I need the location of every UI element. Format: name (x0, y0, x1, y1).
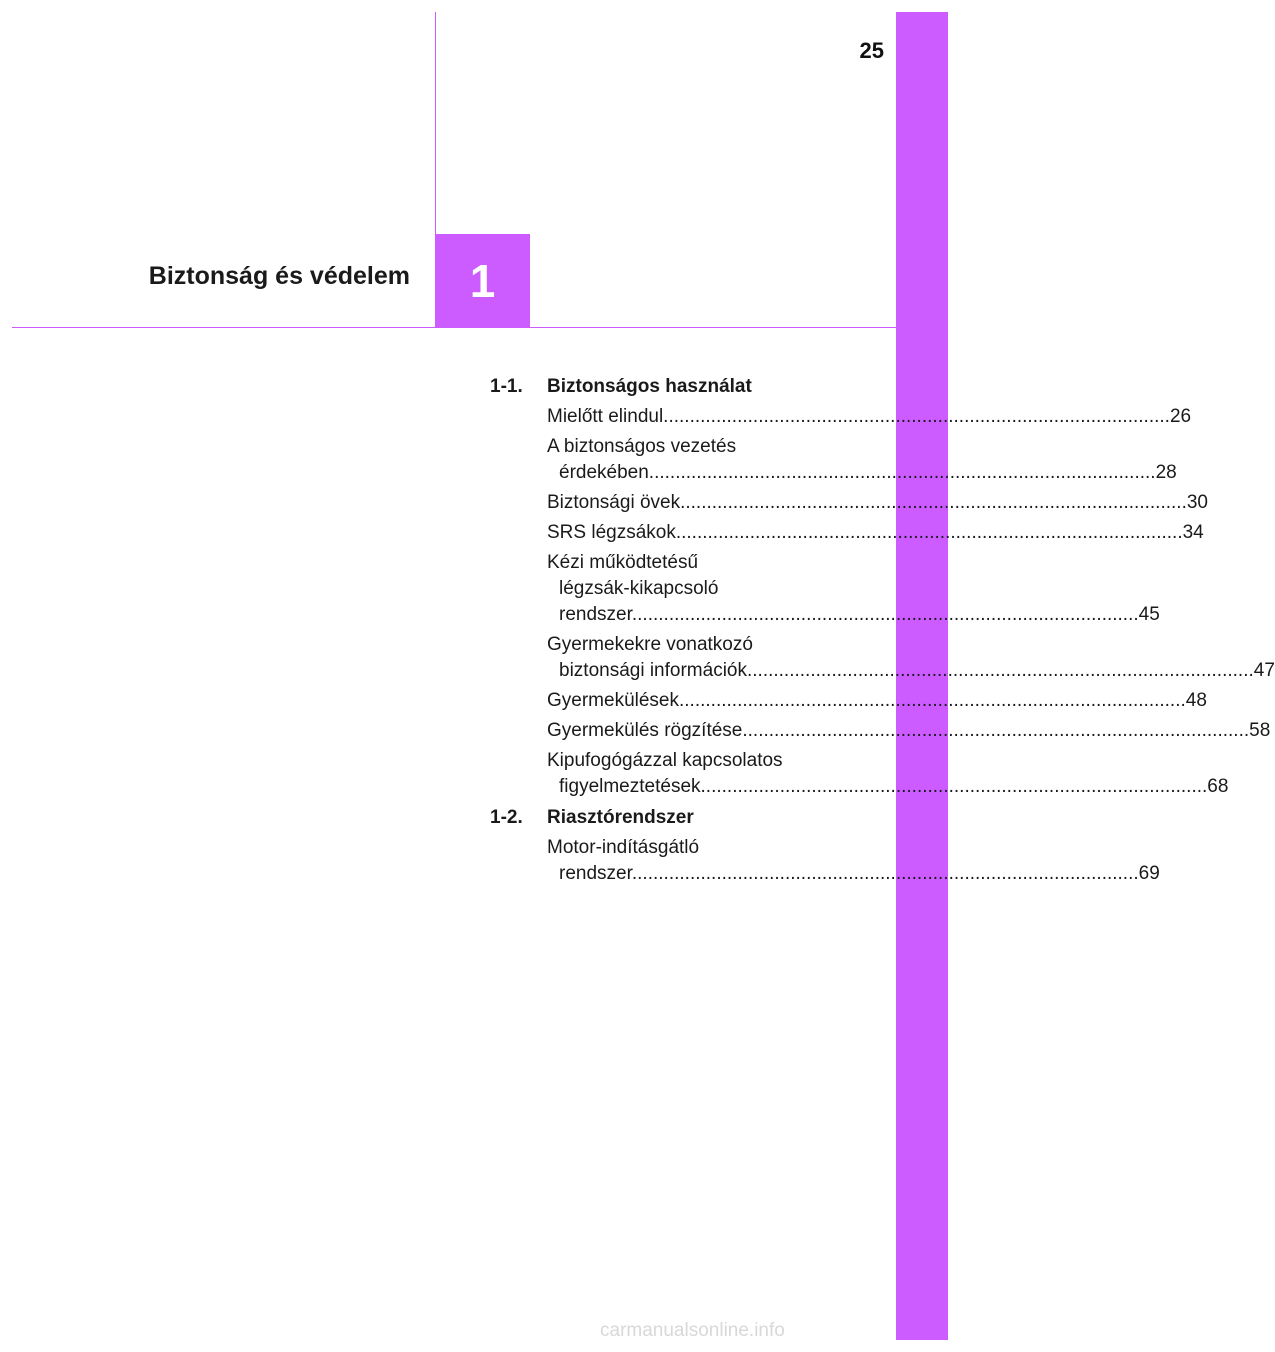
chapter-number-box (435, 234, 530, 328)
toc-entry-text: rendszer (559, 604, 632, 625)
toc-entry[interactable] (490, 434, 1177, 486)
toc-entry-text: érdekében (559, 462, 649, 483)
toc-entry-line: Kipufogógázzal kapcsolatos (547, 750, 783, 771)
toc-entry-leader-line (547, 602, 1160, 628)
watermark: carmanualsonline.info (600, 1320, 785, 1341)
dot-leader (663, 404, 1170, 430)
toc-entry-line: Kézi működtetésű (547, 552, 699, 573)
toc-section-heading (490, 374, 836, 400)
toc-entry-line: Motor-indításgátló (547, 837, 700, 858)
dot-leader (701, 776, 1208, 797)
section-number: 1-2. (490, 807, 523, 828)
toc-entry-text: biztonsági információk (559, 660, 747, 681)
toc-entry-page: 58 (1249, 720, 1271, 741)
toc-entry-leader-line (547, 861, 1160, 887)
toc-entry-leader-line (547, 658, 1275, 684)
toc-entry[interactable] (490, 520, 1204, 546)
toc-entry-page: 26 (1169, 406, 1192, 427)
toc-entry[interactable] (490, 835, 1160, 887)
dot-leader (747, 660, 1254, 681)
toc-entry-page: 68 (1207, 776, 1229, 797)
toc-entry-leader-line (547, 490, 1208, 516)
toc-entry[interactable] (490, 404, 1192, 430)
toc-entry-line: A biztonságos vezetés (547, 436, 737, 457)
dot-leader (632, 863, 1139, 884)
toc-entry-text: SRS légzsákok (547, 522, 676, 543)
chapter-number: 1 (469, 255, 496, 307)
toc-entry-leader-line (547, 688, 1207, 714)
toc-entry-text: Biztonsági övek (547, 492, 681, 513)
toc-entry-page: 47 (1253, 660, 1275, 681)
toc-entry-leader-line (547, 774, 1229, 800)
section-number: 1-1. (490, 376, 523, 397)
toc-entry-text: Gyermekülések (547, 690, 679, 711)
toc-entry[interactable] (490, 490, 1208, 516)
toc-entry[interactable] (490, 632, 1275, 684)
toc-entry-leader-line (547, 460, 1177, 486)
section-title: Riasztórendszer (547, 807, 694, 828)
dot-leader (680, 490, 1187, 516)
toc-entry-text: Mielőtt elindul (547, 406, 664, 427)
toc-entry-leader-line (547, 520, 1204, 546)
toc-entry-text: figyelmeztetések (559, 776, 701, 797)
toc-section-heading (490, 805, 836, 831)
dot-leader (676, 520, 1183, 546)
toc-entry-text: Gyermekülés rögzítése (547, 720, 743, 741)
dot-leader (649, 462, 1156, 483)
toc-entry-page: 69 (1138, 863, 1160, 884)
page-number: 25 (859, 38, 884, 63)
dot-leader (679, 688, 1186, 714)
toc-entry-page: 45 (1138, 604, 1160, 625)
toc-entry[interactable] (490, 748, 1229, 800)
toc-entry[interactable] (490, 688, 1207, 714)
toc-entry-page: 30 (1186, 492, 1208, 513)
toc-entry-page: 28 (1155, 462, 1177, 483)
dot-leader (742, 718, 1249, 744)
toc-entry-page: 34 (1182, 522, 1204, 543)
table-of-contents (490, 374, 1275, 887)
toc-entry-leader-line (547, 718, 1271, 744)
chapter-title: Biztonság és védelem (148, 262, 410, 290)
toc-entry-leader-line (547, 404, 1192, 430)
toc-entry-line: légzsák-kikapcsoló (559, 578, 719, 599)
section-title: Biztonságos használat (547, 376, 752, 397)
vertical-divider (435, 12, 436, 236)
toc-entry[interactable] (490, 550, 1160, 628)
toc-entry-page: 48 (1185, 690, 1207, 711)
toc-entry[interactable] (490, 718, 1271, 744)
dot-leader (632, 604, 1139, 625)
toc-entry-line: Gyermekekre vonatkozó (547, 634, 753, 655)
toc-entry-text: rendszer (559, 863, 632, 884)
